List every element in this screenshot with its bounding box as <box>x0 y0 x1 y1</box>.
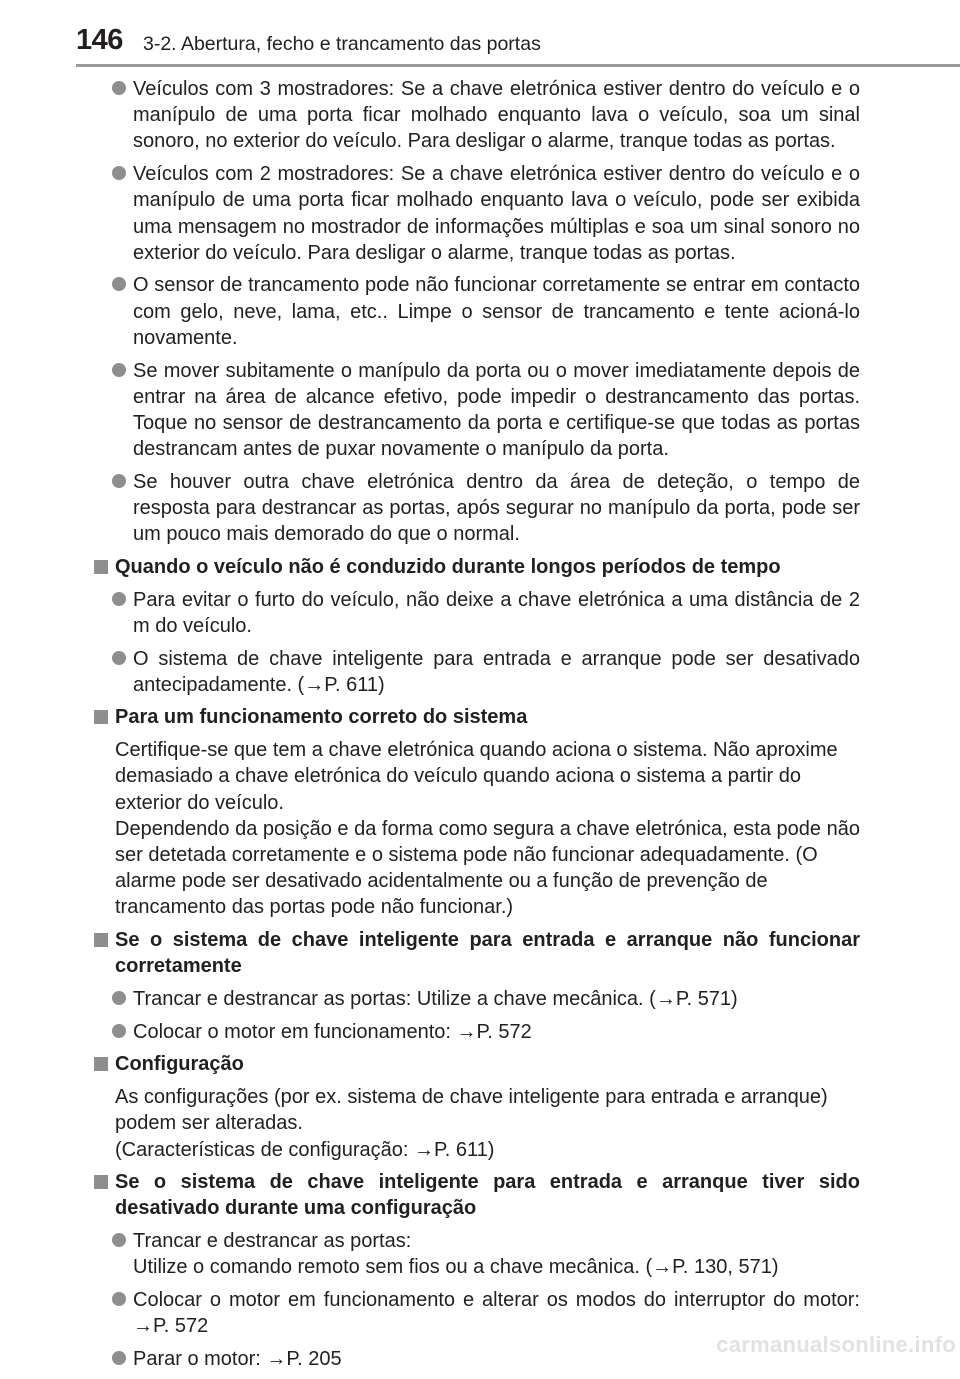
item-text: Parar o motor: →P. 205 <box>133 1347 342 1370</box>
item-text: Se o sistema de chave inteligente para entrada e arranque tiver sido desativado durante uma configuração <box>115 1171 860 1220</box>
watermark: carmanualsonline.info <box>716 1332 956 1357</box>
bullet-item <box>94 358 860 463</box>
bullet-circle-icon <box>112 363 126 377</box>
heading-square-icon <box>94 1175 108 1189</box>
page-content <box>94 76 860 1379</box>
item-text: Se o sistema de chave inteligente para entrada e arranque não funcionar corretamente <box>115 929 860 978</box>
section-title: 3-2. Abertura, fecho e trancamento das portas <box>143 33 541 55</box>
item-text: (Características de configuração: →P. 611) <box>115 1138 495 1161</box>
heading-square-icon <box>94 1057 108 1071</box>
section-heading <box>94 704 860 730</box>
bullet-item <box>94 469 860 548</box>
item-text: Se houver outra chave eletrónica dentro da área de deteção, o tempo de resposta para destrancar as portas, após segurar no manípulo da porta, pode ser um pouco mais demorado do que o normal. <box>133 470 860 546</box>
item-text: O sistema de chave inteligente para entrada e arranque pode ser desativado antecipadamente. (→P. 611) <box>133 647 860 696</box>
item-text: Trancar e destrancar as portas: Utilize a chave mecânica. (→P. 571) <box>133 988 738 1010</box>
item-text: Quando o veículo não é conduzido durante longos períodos de tempo <box>115 555 781 578</box>
item-text: As configurações (por ex. sistema de chave inteligente para entrada e arranque) podem ser alteradas. <box>115 1086 828 1135</box>
heading-square-icon <box>94 560 108 574</box>
item-text: Trancar e destrancar as portas: <box>133 1230 412 1253</box>
section-heading <box>94 927 860 979</box>
bullet-circle-icon <box>112 277 126 291</box>
section-heading <box>94 554 860 580</box>
heading-square-icon <box>94 933 108 947</box>
item-text: Utilize o comando remoto sem fios ou a chave mecânica. (→P. 130, 571) <box>133 1256 779 1279</box>
bullet-item <box>94 646 860 698</box>
bullet-item <box>94 1228 860 1280</box>
bullet-circle-icon <box>112 991 126 1005</box>
bullet-circle-icon <box>112 166 126 180</box>
item-text: Colocar o motor em funcionamento: →P. 572 <box>133 1020 532 1043</box>
heading-square-icon <box>94 710 108 724</box>
bullet-item <box>94 76 860 155</box>
bullet-item <box>94 986 860 1012</box>
bullet-circle-icon <box>112 1292 126 1306</box>
bullet-item <box>94 1019 860 1045</box>
page-number: 146 <box>76 24 123 56</box>
section-heading <box>94 1169 860 1221</box>
item-text: O sensor de trancamento pode não funcionar corretamente se entrar em contacto com gelo, neve, lama, etc.. Limpe o sensor de trancamento e tente acioná-lo novamente. <box>133 274 860 349</box>
item-text: Dependendo da posição e da forma como segura a chave eletrónica, esta pode não ser detetada corretamente e o sistema pode não funcionar adequadamente. (O alarme pode ser desativado acidentalmente ou a função de prevenção de trancamento das portas pode não funcionar.) <box>115 817 860 919</box>
item-text: Para um funcionamento correto do sistema <box>115 706 528 729</box>
bullet-circle-icon <box>112 1233 126 1247</box>
bullet-circle-icon <box>112 474 126 488</box>
item-text: Veículos com 2 mostradores: Se a chave eletrónica estiver dentro do veículo e o manípulo de uma porta ficar molhado enquanto lava o veículo, pode ser exibida uma mensagem no mostrador de informações múltiplas e soa um sinal sonoro no exterior do veículo. Para desligar o alarme, tranque todas as portas. <box>133 163 860 264</box>
paragraph <box>94 737 860 920</box>
item-text: Para evitar o furto do veículo, não deixe a chave eletrónica a uma distância de 2 m do veículo. <box>133 588 860 637</box>
bullet-circle-icon <box>112 651 126 665</box>
item-text: Veículos com 3 mostradores: Se a chave eletrónica estiver dentro do veículo e o manípulo de uma porta ficar molhado enquanto lava o veículo, soa um sinal sonoro, no exterior do veículo. Para desligar o alarme, tranque todas as portas. <box>133 78 860 153</box>
item-text: Colocar o motor em funcionamento e alterar os modos do interruptor do motor: →P. 572 <box>133 1289 860 1338</box>
bullet-circle-icon <box>112 592 126 606</box>
bullet-circle-icon <box>112 81 126 95</box>
header-rule <box>76 64 960 67</box>
bullet-item <box>94 272 860 351</box>
item-text: Se mover subitamente o manípulo da porta ou o mover imediatamente depois de entrar na área de alcance efetivo, pode impedir o destrancamento das portas. Toque no sensor de destrancamento da porta e certifique-se que todas as portas destrancam antes de puxar novamente o manípulo da porta. <box>133 359 860 461</box>
bullet-item <box>94 161 860 266</box>
bullet-item <box>94 587 860 639</box>
bullet-circle-icon <box>112 1024 126 1038</box>
section-heading <box>94 1051 860 1077</box>
item-text: Certifique-se que tem a chave eletrónica quando aciona o sistema. Não aproxime demasiado a chave eletrónica do veículo quando aciona o sistema a partir do exterior do veículo. <box>115 739 838 814</box>
page-header <box>0 0 960 66</box>
bullet-circle-icon <box>112 1351 126 1365</box>
item-text: Configuração <box>115 1053 244 1076</box>
paragraph <box>94 1084 860 1163</box>
